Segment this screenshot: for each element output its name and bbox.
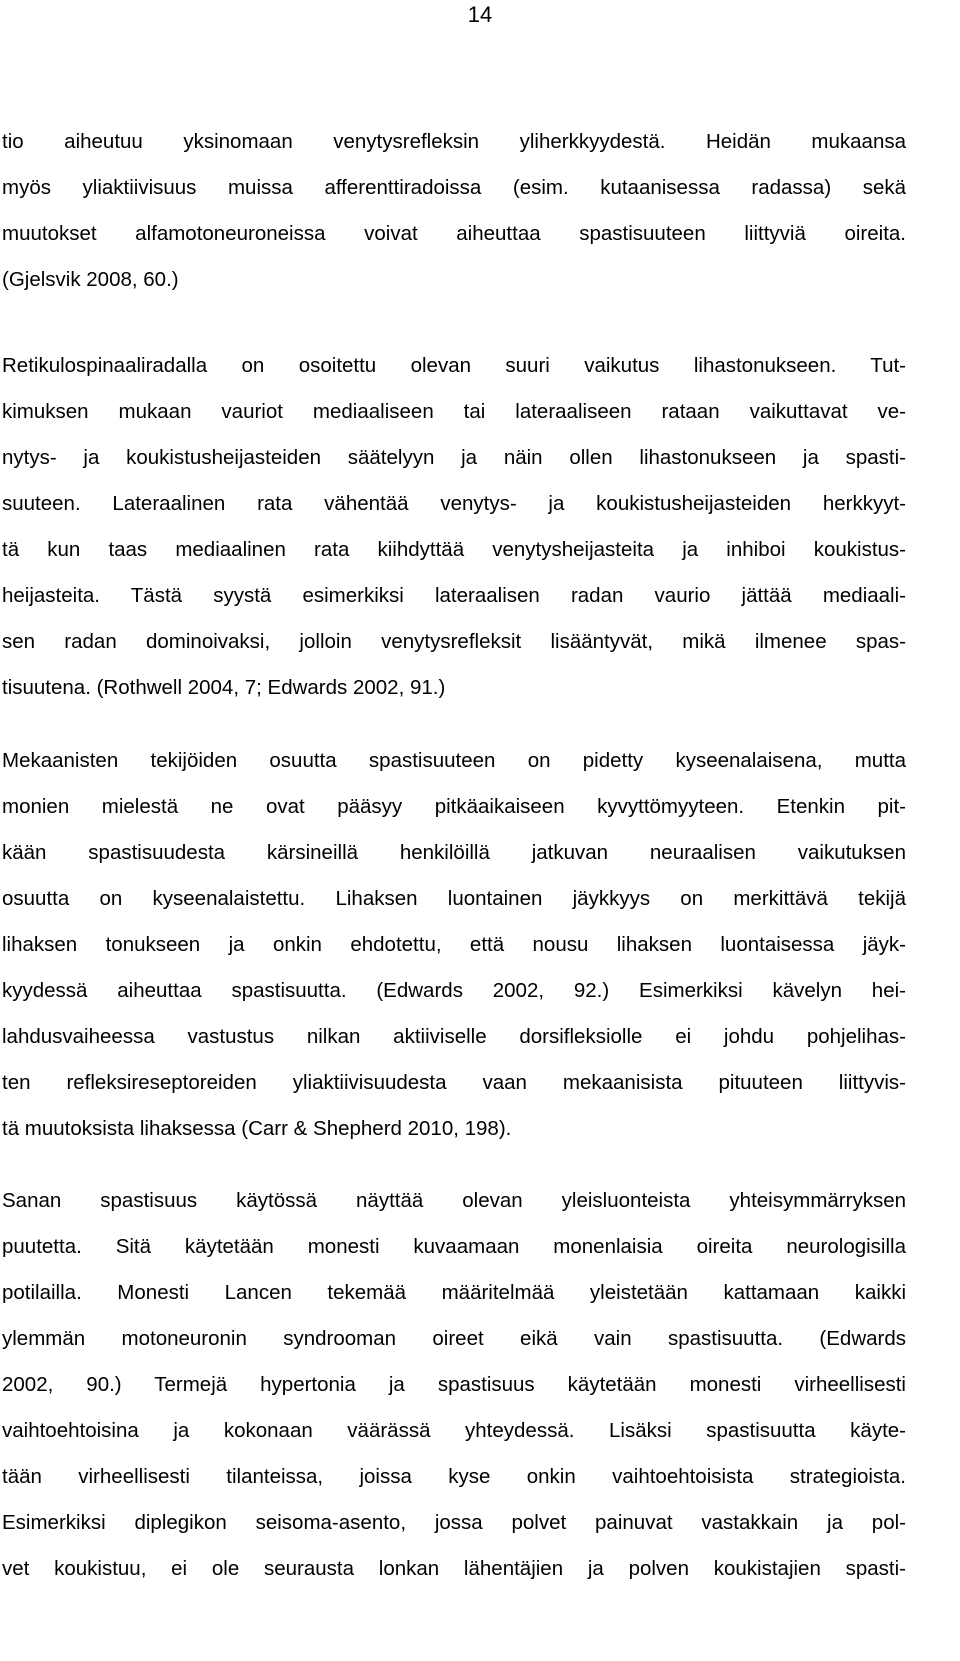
text-line: tä muutoksista lihaksessa (Carr & Shepherd 2010, 198).	[2, 1117, 512, 1140]
text-line: potilailla. Monesti Lancen tekemää määritelmää yleistetään kattamaan kaikki	[2, 1281, 906, 1304]
paragraph-4	[2, 1178, 906, 1592]
text-line: ylemmän motoneuronin syndrooman oireet eikä vain spastisuutta. (Edwards	[2, 1327, 906, 1350]
text-line: kimuksen mukaan vauriot mediaaliseen tai lateraaliseen rataan vaikuttavat ve-	[2, 400, 906, 423]
paragraph-2	[2, 343, 906, 711]
text-line: suuteen. Lateraalinen rata vähentää venytys- ja koukistusheijasteiden herkkyyt-	[2, 492, 906, 515]
text-line: sen radan dominoivaksi, jolloin venytysrefleksit lisääntyvät, mikä ilmenee spas-	[2, 630, 906, 653]
text-line: myös yliaktiivisuus muissa afferenttiradoissa (esim. kutaanisessa radassa) sekä	[2, 176, 906, 199]
text-line: tään virheellisesti tilanteissa, joissa kyse onkin vaihtoehtoisista strategioista.	[2, 1465, 906, 1488]
text-line: kyydessä aiheuttaa spastisuutta. (Edwards 2002, 92.) Esimerkiksi kävelyn hei-	[2, 979, 906, 1002]
text-line: Mekaanisten tekijöiden osuutta spastisuuteen on pidetty kyseenalaisena, mutta	[2, 749, 906, 772]
text-line: tio aiheutuu yksinomaan venytysrefleksin yliherkkyydestä. Heidän mukaansa	[2, 130, 906, 153]
text-line: 2002, 90.) Termejä hypertonia ja spastisuus käytetään monesti virheellisesti	[2, 1373, 906, 1396]
text-line: Sanan spastisuus käytössä näyttää olevan yleisluonteista yhteisymmärryksen	[2, 1189, 906, 1212]
paragraph-1	[2, 119, 906, 303]
text-line: puutetta. Sitä käytetään monesti kuvaamaan monenlaisia oireita neurologisilla	[2, 1235, 906, 1258]
text-line: lahdusvaiheessa vastustus nilkan aktiiviselle dorsifleksiolle ei johdu pohjelihas-	[2, 1025, 906, 1048]
text-line: lihaksen tonukseen ja onkin ehdotettu, että nousu lihaksen luontaisessa jäyk-	[2, 933, 906, 956]
paragraph-3	[2, 738, 906, 1152]
text-line: vaihtoehtoisina ja kokonaan väärässä yhteydessä. Lisäksi spastisuutta käyte-	[2, 1419, 906, 1442]
text-line: kään spastisuudesta kärsineillä henkilöillä jatkuvan neuraalisen vaikutuksen	[2, 841, 906, 864]
text-line: muutokset alfamotoneuroneissa voivat aiheuttaa spastisuuteen liittyviä oireita.	[2, 222, 906, 245]
text-line: vet koukistuu, ei ole seurausta lonkan lähentäjien ja polven koukistajien spasti-	[2, 1557, 906, 1580]
text-line: nytys- ja koukistusheijasteiden säätelyyn ja näin ollen lihastonukseen ja spasti-	[2, 446, 906, 469]
text-line: osuutta on kyseenalaistettu. Lihaksen luontainen jäykkyys on merkittävä tekijä	[2, 887, 906, 910]
text-line: monien mielestä ne ovat pääsyy pitkäaikaiseen kyvyttömyyteen. Etenkin pit-	[2, 795, 906, 818]
text-line: tisuutena. (Rothwell 2004, 7; Edwards 2002, 91.)	[2, 676, 446, 699]
text-line: Retikulospinaaliradalla on osoitettu olevan suuri vaikutus lihastonukseen. Tut-	[2, 354, 906, 377]
page-number: 14	[467, 2, 493, 27]
text-line: heijasteita. Tästä syystä esimerkiksi lateraalisen radan vaurio jättää mediaali-	[2, 584, 906, 607]
text-line: (Gjelsvik 2008, 60.)	[2, 268, 179, 291]
text-line: ten refleksireseptoreiden yliaktiivisuudesta vaan mekaanisista pituuteen liittyvis-	[2, 1071, 906, 1094]
text-line: tä kun taas mediaalinen rata kiihdyttää venytysheijasteita ja inhiboi koukistus-	[2, 538, 906, 561]
text-line: Esimerkiksi diplegikon seisoma-asento, jossa polvet painuvat vastakkain ja pol-	[2, 1511, 906, 1534]
